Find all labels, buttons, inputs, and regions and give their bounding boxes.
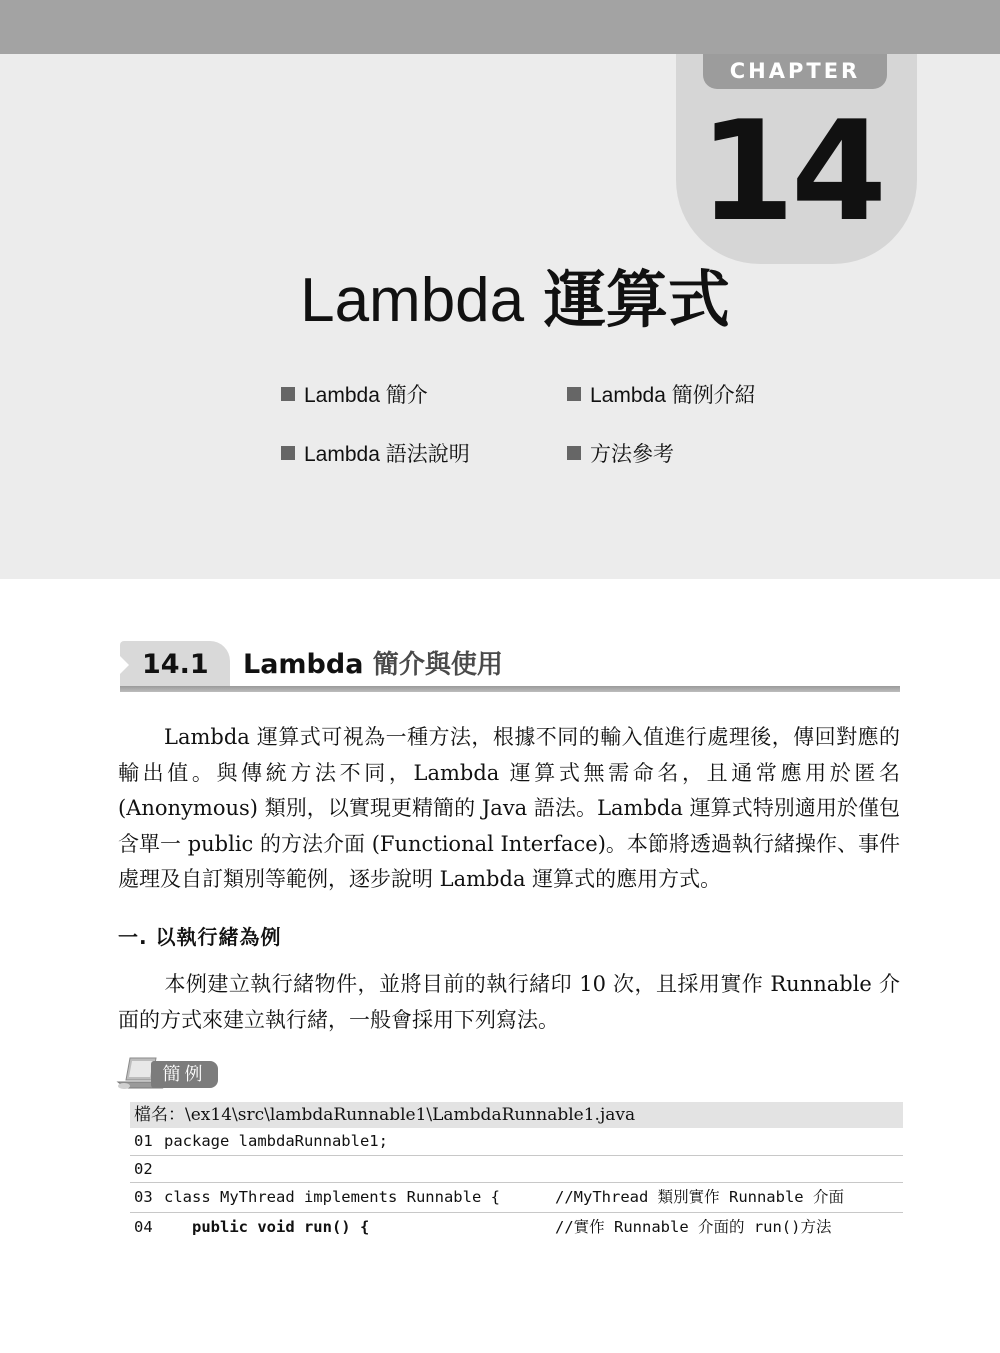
subheading: 一. 以執行緒為例 [118, 925, 282, 949]
chapter-title [0, 262, 1000, 339]
intro-paragraph-text: Lambda 運算式可視為一種方法，根據不同的輸入值進行處理後，傳回對應的輸出值。與傳統方法不同，Lambda 運算式無需命名，且通常應用於匿名 (Anonymous) 類別，以實現更精簡的 Java 語法。Lambda 運算式特別適用於僅包含單一 public 的方法介面 (Functional Interface)。本節將透過執行緒操作、事件處理及自訂類別等範例，逐步說明 Lambda 運算式的應用方式。 [118, 725, 900, 891]
topic-item: Lambda 簡例介紹 [567, 383, 756, 409]
thread-paragraph [118, 967, 900, 1038]
square-bullet-icon [567, 446, 581, 460]
code-line [130, 1213, 903, 1243]
topic-item: Lambda 語法說明 [281, 442, 470, 468]
topic-item: 方法參考 [567, 442, 674, 468]
chapter-title-cjk: 運算式 [543, 263, 730, 336]
code-text: package lambdaRunnable1; [164, 1132, 388, 1150]
intro-paragraph [118, 720, 900, 898]
line-number: 04 [134, 1218, 153, 1236]
code-comment: //MyThread 類別實作 Runnable 介面 [555, 1188, 844, 1206]
section-title-latin: Lambda [243, 649, 364, 680]
chapter-number: 14 [698, 91, 884, 252]
top-bar [0, 0, 1000, 54]
section-arrow-icon [120, 656, 129, 674]
section-number: 14.1 [142, 649, 209, 680]
line-number: 01 [134, 1132, 153, 1150]
section-rule [120, 686, 900, 692]
code-line [130, 1128, 903, 1156]
square-bullet-icon [567, 387, 581, 401]
topic-item: Lambda 簡介 [281, 383, 428, 409]
code-file-label: 檔名：\ex14\src\lambdaRunnable1\LambdaRunnable1.java [130, 1102, 903, 1128]
square-bullet-icon [281, 446, 295, 460]
code-comment: //實作 Runnable 介面的 run()方法 [555, 1218, 832, 1236]
code-line [130, 1156, 903, 1183]
square-bullet-icon [281, 387, 295, 401]
chapter-title-latin: Lambda [300, 266, 525, 335]
code-text: class MyThread implements Runnable { [164, 1188, 500, 1206]
section-title [243, 648, 503, 682]
chapter-label: CHAPTER [703, 54, 887, 89]
section-title-cjk: 簡介與使用 [372, 650, 503, 680]
code-line [130, 1183, 903, 1213]
line-number: 02 [134, 1160, 153, 1178]
thread-paragraph-text: 本例建立執行緒物件，並將目前的執行緒印 10 次，且採用實作 Runnable 介面的方式來建立執行緒，一般會採用下列寫法。 [118, 972, 900, 1032]
line-number: 03 [134, 1188, 153, 1206]
example-badge: 簡例 [151, 1061, 218, 1088]
code-text: public void run() { [164, 1218, 370, 1236]
